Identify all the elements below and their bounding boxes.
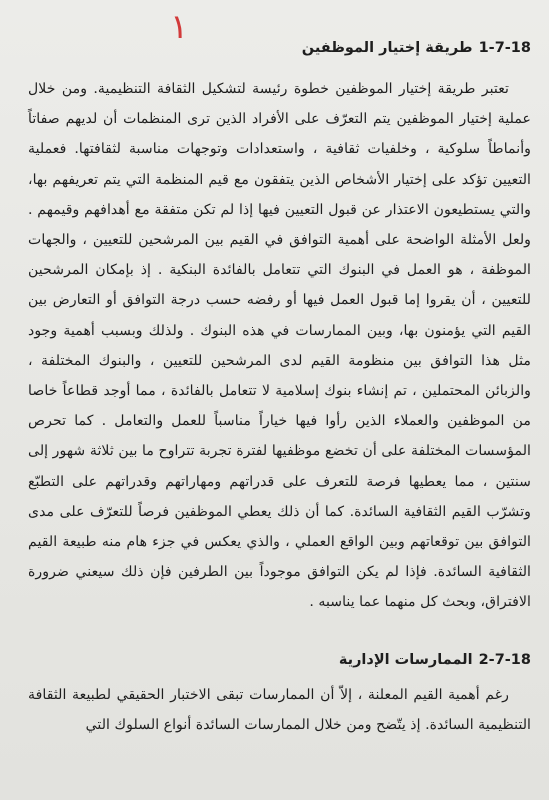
section-heading <box>28 36 531 60</box>
section-title: الممارسات الإدارية <box>338 651 473 668</box>
section-number: 2-7-18 <box>478 651 531 668</box>
section-title: طريقة إختيار الموظفين <box>301 40 473 56</box>
handwritten-page-number: ١ <box>170 7 189 47</box>
section-paragraph: رغم أهمية القيم المعلنة ، إلاّ أن الممارسات تبقى الاختبار الحقيقي لطبيعة الثقافة التنظيمية السائدة. إذ يتّضح ومن خلال الممارسات السائدة أنواع السلوك التي <box>28 686 531 733</box>
section-paragraph: تعتبر طريقة إختيار الموظفين خطوة رئيسة لتشكيل الثقافة التنظيمية. ومن خلال عملية إختيار الموظفين يتم التعرّف على الأفراد الذين ترى المنظمات أن لديهم صفاتاً وأنماطاً سلوكية ، وخلفيات ثقافية ، واستعدادات وتوجهات مناسبة لثقافتها. فعملية التعيين تؤكد على إختيار الأشخاص الذين يتفقون مع قيم المنظمة التي يتم تعريفهم بها، والتي يستطيعون الاعتذار عن قبول التعيين فيها إذا لم تكن متفقة مع أهدافهم وقيمهم . ولعل الأمثلة الواضحة على أهمية التوافق في القيم بين المرشحين للتعيين ، والجهات الموظفة ، هو العمل في البنوك التي تتعامل بالفائدة البنكية . إذ بإمكان المرشحين للتعيين ، أن يقروا إما قبول العمل فيها أو رفضه حسب درجة التوافق أو التعارض بين القيم التي يؤمنون بها، وبين الممارسات في هذه البنوك . ولذلك وبسبب أهمية وجود مثل هذا التوافق بين منظومة القيم لدى المرشحين للتعيين ، والبنوك المختلفة ، والزبائن المحتملين ، تم إنشاء بنوك إسلامية لا تتعامل بالفائدة ، مما أوجد قطاعاً خاصا من الموظفين والعملاء الذين رأوا فيها خياراً مناسباً للعمل والتعامل . كما تحرص المؤسسات المختلفة على أن تخضع موظفيها لفترة تجربة تتراوح ما بين ثلاثة شهور إلى سنتين ، مما يعطيها فرصة للتعرف على قدراتهم ومهاراتهم وقدراتهم على التطبّع وتشرّب القيم الثقافية السائدة. كما أن ذلك يعطي الموظفين فرصاً للتعرّف على مدى التوافق بين توقعاتهم وبين الواقع العملي ، والذي يعكس في جزء هام منه طبيعة القيم الثقافية السائدة. فإذا لم يكن التوافق موجوداً بين الطرفين فإن ذلك سيعني ضرورة الافتراق، وبحث كل منهما عما يناسبه . <box>28 81 531 611</box>
section-employee-selection <box>28 36 531 618</box>
section-management-practices <box>28 648 531 740</box>
section-number: 1-7-18 <box>478 40 531 56</box>
section-heading <box>28 648 531 672</box>
